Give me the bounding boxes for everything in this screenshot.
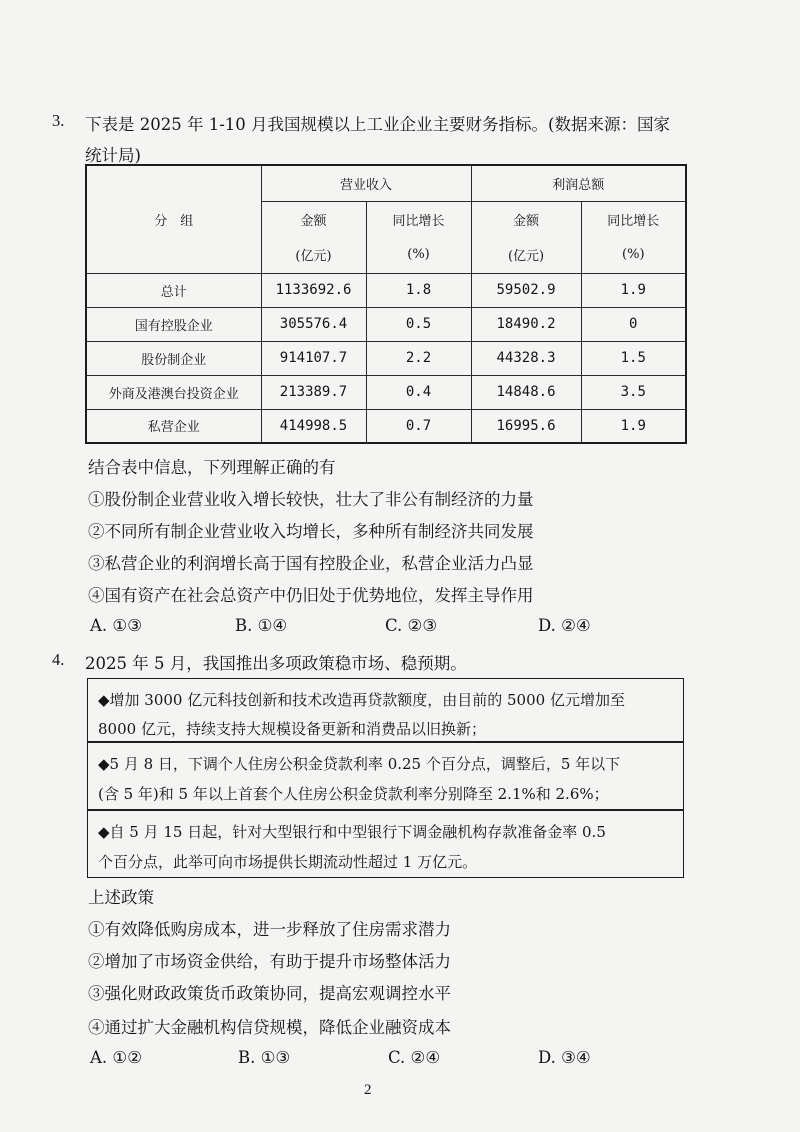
q3-statement-2: ②不同所有制企业营业收入均增长，多种所有制经济共同发展 [88, 522, 534, 541]
q3-number: 3. [52, 111, 65, 130]
q4-option-d[interactable]: D. ③④ [538, 1048, 591, 1067]
q3-option-b[interactable]: B. ①④ [235, 616, 288, 635]
policy-box-2 [87, 742, 684, 810]
row-group: 外商及港澳台投资企业 [86, 375, 261, 409]
row-profit: 16995.6 [471, 409, 581, 443]
q4-statement-3: ③强化财政政策货币政策协同，提高宏观调控水平 [88, 984, 451, 1003]
row-revenue: 414998.5 [261, 409, 366, 443]
row-revenue-yoy: 2.2 [366, 341, 471, 375]
row-profit-yoy: 3.5 [581, 375, 686, 409]
q3-statement-1: ①股份制企业营业收入增长较快，壮大了非公有制经济的力量 [88, 490, 534, 509]
q4-option-a[interactable]: A. ①② [90, 1048, 142, 1067]
financial-table [85, 164, 687, 444]
table-row [86, 409, 686, 443]
policy-3-line2: 个百分点，此举可向市场提供长期流动性超过 1 万亿元。 [98, 853, 478, 871]
policy-box-1 [87, 678, 684, 742]
row-revenue-yoy: 0.5 [366, 307, 471, 341]
q3-statement-4: ④国有资产在社会总资产中仍旧处于优势地位，发挥主导作用 [88, 586, 534, 605]
q4-statement-1: ①有效降低购房成本，进一步释放了住房需求潜力 [88, 920, 451, 939]
q3-option-a[interactable]: A. ①③ [90, 616, 142, 635]
group-header: 分 组 [154, 213, 194, 229]
q3-prompt: 结合表中信息，下列理解正确的有 [88, 458, 336, 477]
revenue-yoy-unit: (%) [366, 237, 471, 273]
row-profit-yoy: 1.9 [581, 273, 686, 307]
q4-number: 4. [52, 650, 65, 669]
q4-statement-4: ④通过扩大金融机构信贷规模，降低企业融资成本 [88, 1018, 451, 1037]
table-row [86, 307, 686, 341]
q4-prompt: 上述政策 [88, 888, 154, 907]
q3-option-c[interactable]: C. ②③ [385, 616, 438, 635]
q4-stem: 2025 年 5 月，我国推出多项政策稳市场、稳预期。 [85, 654, 467, 673]
policy-2-line1: ◆5 月 8 日，下调个人住房公积金贷款利率 0.25 个百分点，调整后，5 年以下 [98, 755, 621, 773]
row-profit-yoy: 1.9 [581, 409, 686, 443]
row-group: 私营企业 [86, 409, 261, 443]
row-revenue-yoy: 0.4 [366, 375, 471, 409]
q4-option-c[interactable]: C. ②④ [388, 1048, 441, 1067]
q4-option-b[interactable]: B. ①③ [238, 1048, 291, 1067]
profit-yoy-label: 同比增长 [581, 201, 686, 237]
revenue-yoy-label: 同比增长 [366, 201, 471, 237]
revenue-header: 营业收入 [261, 165, 471, 201]
policy-1-line2: 8000 亿元，持续支持大规模设备更新和消费品以旧换新； [98, 720, 486, 738]
profit-yoy-unit: (%) [581, 237, 686, 273]
row-group: 股份制企业 [86, 341, 261, 375]
group-header-cell [86, 165, 261, 273]
revenue-amount-unit: (亿元) [261, 237, 366, 273]
row-revenue-yoy: 0.7 [366, 409, 471, 443]
profit-amount-unit: (亿元) [471, 237, 581, 273]
row-profit: 59502.9 [471, 273, 581, 307]
policy-3-line1: ◆自 5 月 15 日起，针对大型银行和中型银行下调金融机构存款准备金率 0.5 [98, 823, 606, 841]
row-revenue: 914107.7 [261, 341, 366, 375]
q3-option-d[interactable]: D. ②④ [538, 616, 591, 635]
row-profit: 14848.6 [471, 375, 581, 409]
table-row [86, 341, 686, 375]
policy-box-3 [87, 810, 684, 878]
table-row [86, 273, 686, 307]
q3-statement-3: ③私营企业的利润增长高于国有控股企业，私营企业活力凸显 [88, 554, 534, 573]
policy-1-line1: ◆增加 3000 亿元科技创新和技术改造再贷款额度，由目前的 5000 亿元增加至 [98, 691, 625, 709]
row-group: 总计 [86, 273, 261, 307]
row-profit: 18490.2 [471, 307, 581, 341]
q3-stem-line1: 下表是 2025 年 1-10 月我国规模以上工业企业主要财务指标。(数据来源：国家 [85, 115, 670, 134]
table-row [86, 375, 686, 409]
q4-statement-2: ②增加了市场资金供给，有助于提升市场整体活力 [88, 952, 451, 971]
row-revenue: 1133692.6 [261, 273, 366, 307]
row-revenue-yoy: 1.8 [366, 273, 471, 307]
policy-2-line2: (含 5 年)和 5 年以上首套个人住房公积金贷款利率分别降至 2.1%和 2.6%； [98, 785, 609, 803]
q3-stem-line2: 统计局) [85, 146, 141, 165]
profit-header: 利润总额 [471, 165, 686, 201]
profit-amount-label: 金额 [471, 201, 581, 237]
revenue-amount-label: 金额 [261, 201, 366, 237]
row-revenue: 213389.7 [261, 375, 366, 409]
page-number: 2 [364, 1082, 372, 1098]
row-profit: 44328.3 [471, 341, 581, 375]
row-group: 国有控股企业 [86, 307, 261, 341]
row-revenue: 305576.4 [261, 307, 366, 341]
row-profit-yoy: 0 [581, 307, 686, 341]
row-profit-yoy: 1.5 [581, 341, 686, 375]
